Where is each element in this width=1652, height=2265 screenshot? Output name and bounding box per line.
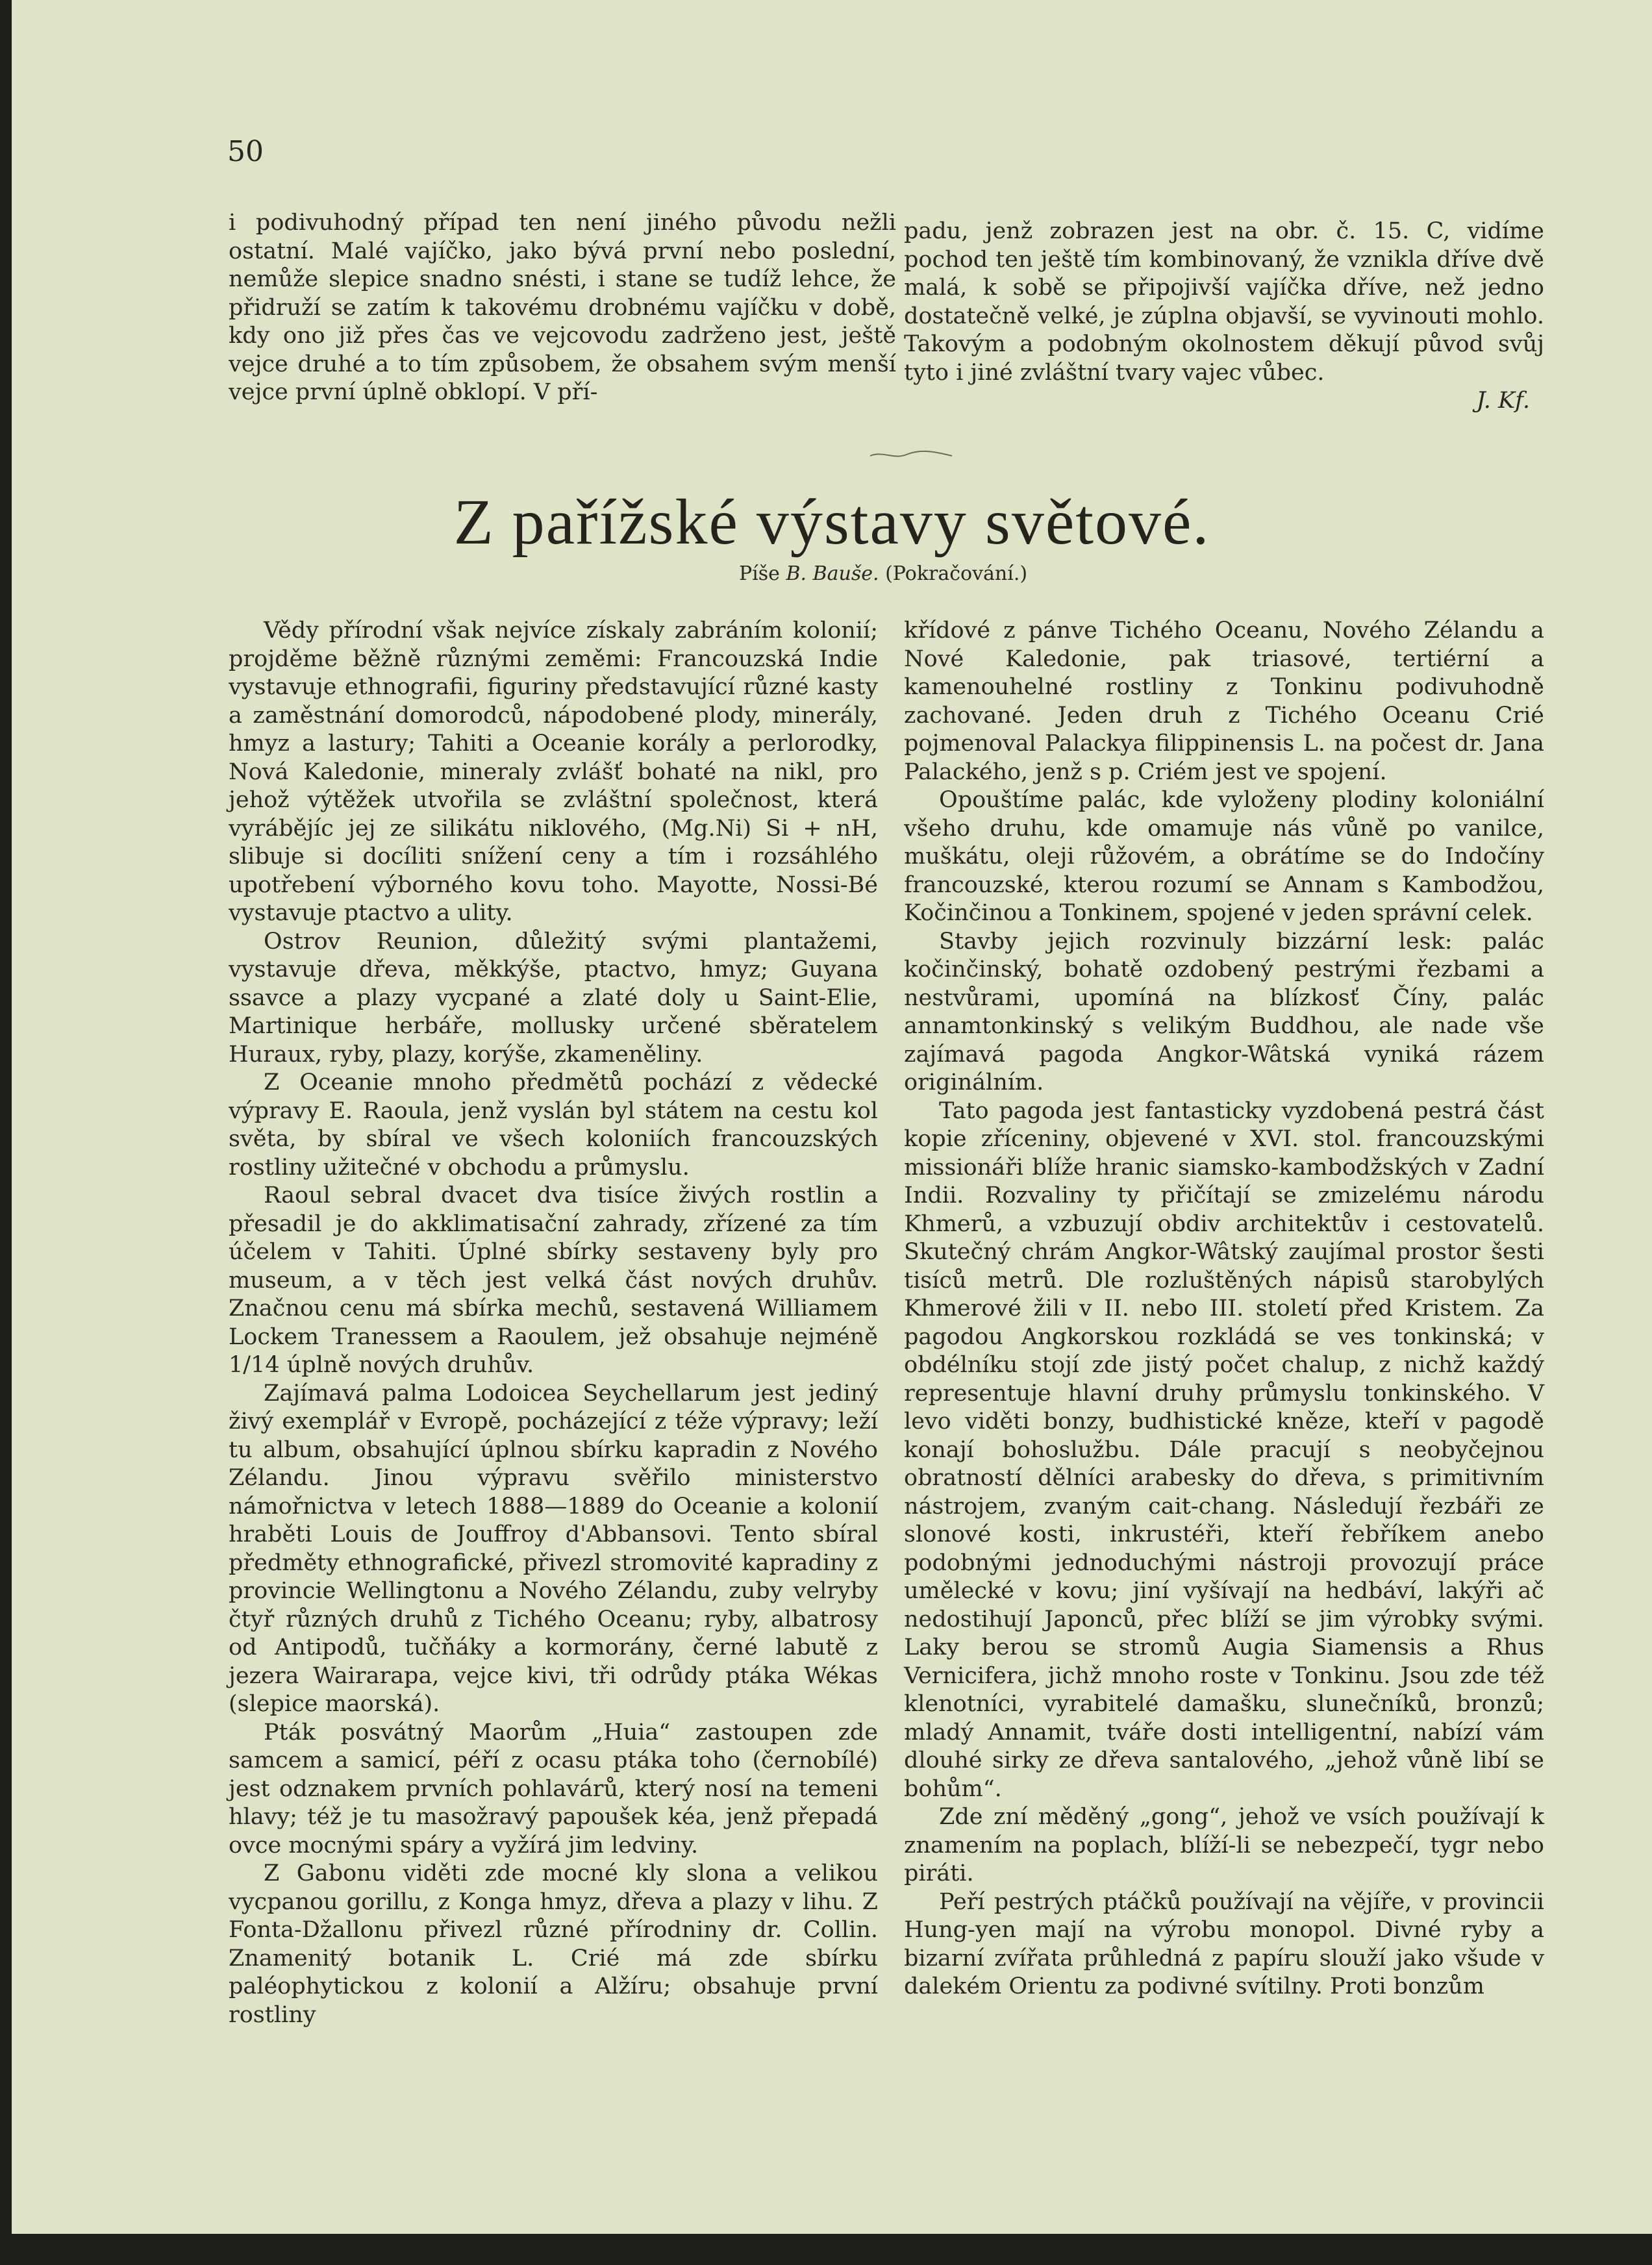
page <box>12 0 1652 2234</box>
paragraph: Z Oceanie mnoho předmětů pochází z vědecké výpravy E. Raoula, jenž vyslán byl státem na cestu kol světa, by sbíral ve všech koloniích francouzských rostliny užitečné v obchodu a průmyslu. <box>229 1070 878 1181</box>
top-left-column <box>229 209 896 407</box>
paragraph: padu, jenž zobrazen jest na obr. č. 15. C, vidíme pochod ten ještě tím kombinovaný, že vznikla dříve dvě malá, k sobě se připojivší vajíčka dříve, než jedno dostatečně velké, je zúplna objavší, se vyvinouti mohlo. Takovým a podobným okolnostem děkují původ svůj tyto i jiné zvláštní tvary vajec vůbec. <box>904 218 1544 386</box>
paragraph: Ostrov Reunion, důležitý svými plantažemi, vystavuje dřeva, měkkýše, ptactvo, hmyz; Guyana ssavce a plazy vycpané a zlaté doly u Saint-Elie, Martinique herbáře, mollusky určené sběratelem Huraux, ryby, plazy, korýše, zkameněliny. <box>229 928 878 1068</box>
paragraph: Zajímavá palma Lodoicea Seychellarum jest jediný živý exemplář v Evropě, pocházející z téže výpravy; leží tu album, obsahující úplnou sbírku kapradin z Nového Zélandu. Jinou výpravu svěřilo ministerstvo námořnictva v letech 1888—1889 do Oceanie a kolonií hraběti Louis de Jouffroy d'Abbansovi. Tento sbíral předměty ethnografické, přivezl stromovité kapradiny z provincie Wellingtonu a Nového Zélandu, zuby velryby čtyř různých druhů z Tichého Oceanu; ryby, albatrosy od Antipodů, tučňáky a kormorány, černé labutě z jezera Wairarapa, vejce kivi, tři odrůdy ptáka Wékas (slepice maorská). <box>229 1380 878 1717</box>
paragraph: Tato pagoda jest fantasticky vyzdobená pestrá část kopie zříceniny, objevené v XVI. stol. francouzskými missionáři blíže hranic siamsko-kambodžských v Zadní Indii. Rozvaliny ty přičítají se zmizelému národu Khmerů, a vzbuzují obdiv architektův i cestovatelů. Skutečný chrám Angkor-Wâtský zaujímal prostor šesti tisíců metrů. Dle rozluštěných nápisů starobylých Khmerové žili v II. nebo III. století před Kristem. Za pagodou Angkorskou rozkládá se ves tonkinská; v obdélníku stojí zde jistý počet chalup, z nichž každý representuje hlavní druhy průmyslu tonkinského. V levo viděti bonzy, budhistické kněze, kteří v pagodě konají bohoslužbu. Dále pracují s neobyčejnou obratností dělníci arabesky do dřeva, s primitivním nástrojem, zvaným cait-chang. Následují řezbáři ze slonové kosti, inkrustéři, kteří řebříkem anebo podobnými jednoduchými nástroji provozují práce umělecké v kovu; jiní vyšívají na hedbáví, lakýři ač nedostihují Japonců, přec blíží se jim výrobky svými. Laky berou se stromů Augia Siamensis a Rhus Vernicifera, jichž mnoho roste v Tonkinu. Jsou zde též klenotníci, vyrabitelé damašku, slunečníků, bronzů; mladý Annamit, tváře dosti intelligentní, nabízí vám dlouhé sirky ze dřeva santalového, „jehož vůně libí se bohům“. <box>904 1097 1544 1802</box>
paragraph: i podivuhodný případ ten není jiného původu nežli ostatní. Malé vajíčko, jako bývá první nebo poslední, nemůže slepice snadno snésti, i stane se tudíž lehce, že přidruží se zatím k takovému drobnému vajíčku v době, kdy ono již přes čas ve vejcovodu zadrženo jest, ještě vejce druhé a to tím způsobem, že obsahem svým menší vejce první úplně obklopí. V pří- <box>229 210 896 405</box>
paragraph: Peří pestrých ptáčků používají na vějíře, v provincii Hung-yen mají na výrobu monopol. Divné ryby a bizarní zvířata průhledná z papíru slouží jako všude v dalekém Orientu za podivné svítilny. Proti bonzům <box>904 1888 1544 1999</box>
paragraph: Opouštíme palác, kde vyloženy plodiny koloniální všeho druhu, kde omamuje nás vůně po vanilce, muškátu, oleji růžovém, a obrátíme se do Indočíny francouzské, kterou rozumí se Annam s Kambodžou, Kočinčinou a Tonkinem, spojené v jeden správní celek. <box>904 787 1544 926</box>
paragraph: Raoul sebral dvacet dva tisíce živých rostlin a přesadil je do akklimatisační zahrady, zřízené za tím účelem v Tahiti. Úplné sbírky sestaveny byly pro museum, a v těch jest velká část nových druhův. Značnou cenu má sbírka mechů, sestavená Williamem Lockem Tranessem a Raoulem, jež obsahuje nejméně 1/14 úplně nových druhův. <box>229 1183 878 1378</box>
top-right-column <box>904 218 1544 416</box>
signature: J. Kf. <box>1476 388 1530 414</box>
byline-prefix: Píše <box>739 562 780 585</box>
byline <box>739 562 1027 585</box>
paragraph: křídové z pánve Tichého Oceanu, Nového Zélandu a Nové Kaledonie, pak triasové, tertiérní a kamenouhelné rostliny z Tonkinu podivuhodně zachované. Jeden druh z Tichého Oceanu Crié pojmenoval Palackya filippinensis L. na počest dr. Jana Palackého, jenž s p. Criém jest ve spojení. <box>904 618 1544 785</box>
paragraph: Z Gabonu viděti zde mocné kly slona a velikou vycpanou gorillu, z Konga hmyz, dřeva a plazy v lihu. Z Fonta-Džallonu přivezl různé přírodniny dr. Collin. Znamenitý botanik L. Crié má zde sbírku paléophytickou z kolonií a Alžíru; obsahuje první rostliny <box>229 1860 878 2028</box>
main-left-column <box>229 617 878 2029</box>
paragraph: Pták posvátný Maorům „Huia“ zastoupen zde samcem a samicí, péří z ocasu ptáka toho (černobílé) jest odznakem prvních pohlavárů, který nosí na temeni hlavy; též je tu masožravý papoušek kéa, jenž přepadá ovce mocnými spáry a vyžírá jim ledviny. <box>229 1719 878 1858</box>
paragraph: Zde zní měděný „gong“, jehož ve vsích používají k znamením na poplach, blíží-li se nebezpečí, tygr nebo piráti. <box>904 1804 1544 1886</box>
byline-note: (Pokračování.) <box>885 562 1028 585</box>
article-title: Z pařížské výstavy světové. <box>453 486 1210 558</box>
page-number: 50 <box>227 135 264 168</box>
ornament-divider <box>869 448 953 461</box>
byline-author: B. Bauše. <box>786 562 879 585</box>
main-right-column <box>904 617 1544 2001</box>
paragraph: Vědy přírodní však nejvíce získaly zabráním kolonií; projděme běžně různými zeměmi: Francouzská Indie vystavuje ethnografii, figuriny představující různé kasty a zaměstnání domorodců, nápodobené plody, minerály, hmyz a lastury; Tahiti a Oceanie korály a perlorodky, Nová Kaledonie, mineraly zvlášť bohaté na nikl, pro jehož výtěžek utvořila se zvláštní společnost, která vyrábějíc jej ze silikátu niklového, (Mg.Ni) Si + nH, slibuje si docíliti snížení ceny a tím i rozsáhlého upotřebení výborného kovu toho. Mayotte, Nossi-Bé vystavuje ptactvo a ulity. <box>229 618 878 926</box>
paragraph: Stavby jejich rozvinuly bizzární lesk: palác kočinčinský, bohatě ozdobený pestrými řezbami a nestvůrami, upomíná na blízkosť Číny, palác annamtonkinský s velikým Buddhou, ale nade vše zajímavá pagoda Angkor-Wâtská vyniká rázem originálním. <box>904 928 1544 1095</box>
